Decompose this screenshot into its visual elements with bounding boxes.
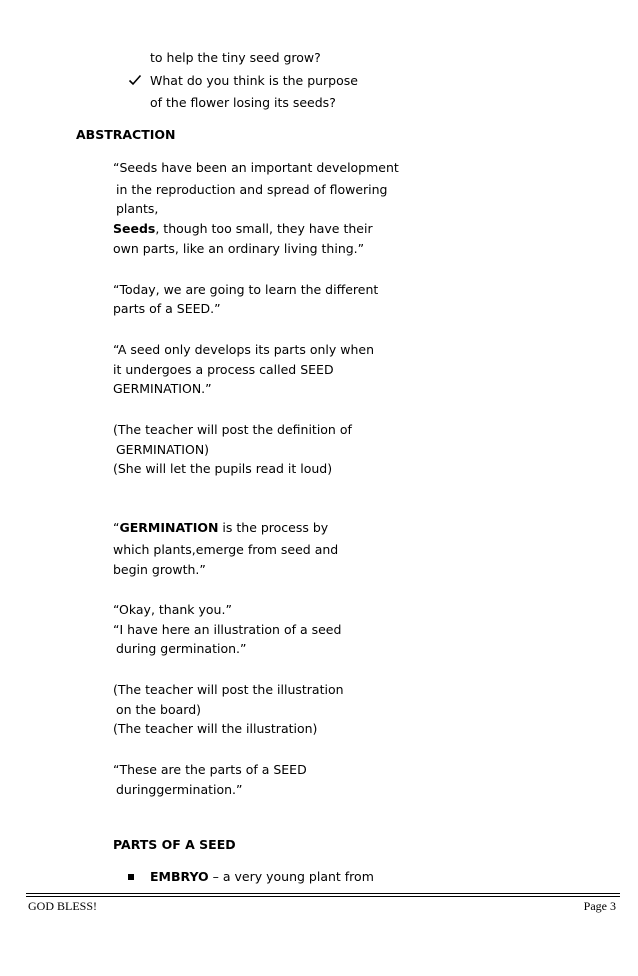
paragraph-line — [113, 221, 373, 237]
paragraph-line — [113, 520, 328, 536]
paragraph-line: begin growth.” — [113, 562, 206, 577]
germination-rest-text: is the process by — [218, 520, 329, 535]
paragraph-line: parts of a SEED.” — [113, 301, 221, 316]
question-line-1: What do you think is the purpose — [150, 73, 358, 88]
list-item — [150, 869, 374, 885]
germination-bold-text: GERMINATION — [119, 520, 219, 535]
paragraph-line: plants, — [116, 201, 159, 216]
paragraph-line: own parts, like an ordinary living thing.” — [113, 241, 365, 256]
seeds-rest-text: , though too small, they have their — [155, 221, 373, 236]
paragraph-line: “These are the parts of a SEED — [113, 762, 307, 777]
open-quote-text: “ — [113, 520, 120, 535]
paragraph-line: GERMINATION.” — [113, 381, 212, 396]
paragraph-line: (The teacher will the illustration) — [113, 721, 318, 736]
question-line-2: of the flower losing its seeds? — [150, 95, 336, 110]
paragraph-line: “Seeds have been an important development — [113, 160, 399, 175]
footer-left-text: GOD BLESS! — [28, 899, 98, 913]
paragraph-line: in the reproduction and spread of flowering — [116, 182, 388, 197]
paragraph-line: (The teacher will post the definition of — [113, 422, 352, 437]
square-bullet-icon — [128, 874, 134, 880]
paragraph-line: during germination.” — [116, 641, 247, 656]
embryo-rest-text: – a very young plant from — [208, 869, 374, 884]
paragraph-line: on the board) — [116, 702, 202, 717]
footer-rule-secondary — [26, 896, 620, 897]
paragraph-line: GERMINATION) — [116, 442, 210, 457]
paragraph-line: “Today, we are going to learn the different — [113, 282, 379, 297]
paragraph-line: “I have here an illustration of a seed — [113, 622, 342, 637]
paragraph-line: (The teacher will post the illustration — [113, 682, 344, 697]
paragraph-line: “Okay, thank you.” — [113, 602, 232, 617]
abstraction-heading: ABSTRACTION — [76, 127, 176, 142]
paragraph-line: it undergoes a process called SEED — [113, 362, 334, 377]
page-number: Page 3 — [583, 899, 616, 913]
embryo-bold-text: EMBRYO — [150, 869, 209, 884]
paragraph-line: (She will let the pupils read it loud) — [113, 461, 333, 476]
seeds-bold-text: Seeds — [113, 221, 156, 236]
checkmark-icon — [128, 73, 142, 87]
paragraph-line: duringgermination.” — [116, 782, 243, 797]
footer-rule — [26, 893, 620, 894]
intro-line-1: to help the tiny seed grow? — [150, 50, 321, 65]
parts-heading: PARTS OF A SEED — [113, 837, 236, 852]
paragraph-line: “A seed only develops its parts only when — [113, 342, 375, 357]
paragraph-line: which plants,emerge from seed and — [113, 542, 339, 557]
